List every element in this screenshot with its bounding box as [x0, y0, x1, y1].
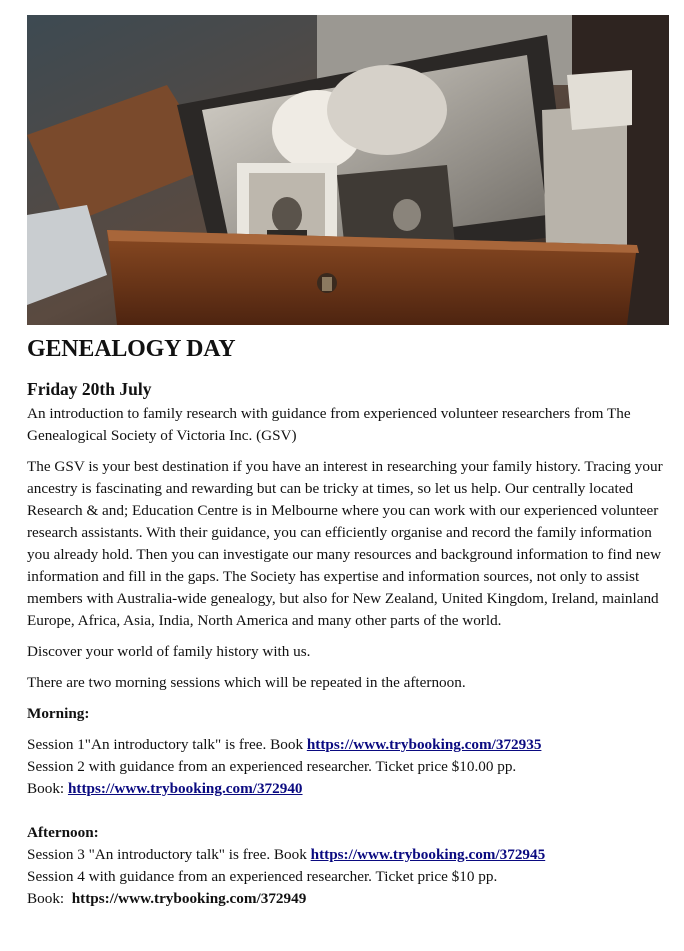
intro-paragraph: An introduction to family research with guidance from experienced volunteer researchers from The Genealogical Society of Victoria Inc. (GSV) [27, 405, 631, 444]
session-3-text: Session 3 "An introductory talk" is free. Book [27, 846, 311, 863]
session-4: Session 4 with guidance from an experienced researcher. Ticket price $10 pp. [27, 868, 498, 885]
page-title: GENEALOGY DAY [27, 336, 236, 362]
session-4-url: https://www.trybooking.com/372949 [71, 890, 307, 907]
session-1-link[interactable]: https://www.trybooking.com/372935 [306, 736, 542, 753]
vintage-photographs-in-wooden-box-image [27, 15, 669, 325]
session-2-book [27, 778, 669, 800]
afternoon-heading: Afternoon: [27, 824, 99, 841]
page-content [27, 15, 669, 910]
hero-image [27, 15, 669, 325]
session-1-text: Session 1"An introductory talk" is free. Book [27, 736, 307, 753]
session-4-book [27, 888, 669, 910]
discover-paragraph: Discover your world of family history with us. [27, 643, 311, 660]
session-2-link[interactable]: https://www.trybooking.com/372940 [67, 780, 303, 797]
body-paragraph: The GSV is your best destination if you have an interest in researching your family history. Tracing your ancestry is fascinating and rewarding but can be tricky at times, so let us help. Our centrally located Research & and; Education Centre is in Melbourne where you can work with our experienced volunteer research assistants. With their guidance, you can efficiently organise and record the family information you already hold. Then you can investigate our many resources and background information to find new information and fill in the gaps. The Society has expertise and information sources, not only to assist members with Australia-wide genealogy, but also for New Zealand, United Kingdom, Ireland, mainland Europe, Africa, Asia, India, North America and many other parts of the world. [27, 458, 663, 629]
session-2: Session 2 with guidance from an experienced researcher. Ticket price $10.00 pp. [27, 758, 517, 775]
session-3-link[interactable]: https://www.trybooking.com/372945 [310, 846, 546, 863]
session-4-book-label: Book: [27, 890, 72, 907]
morning-heading: Morning: [27, 705, 90, 722]
session-1 [27, 734, 669, 756]
event-date: Friday 20th July [27, 379, 152, 399]
sessions-note: There are two morning sessions which will be repeated in the afternoon. [27, 674, 466, 691]
session-3 [27, 844, 669, 866]
session-2-book-label: Book: [27, 780, 68, 797]
